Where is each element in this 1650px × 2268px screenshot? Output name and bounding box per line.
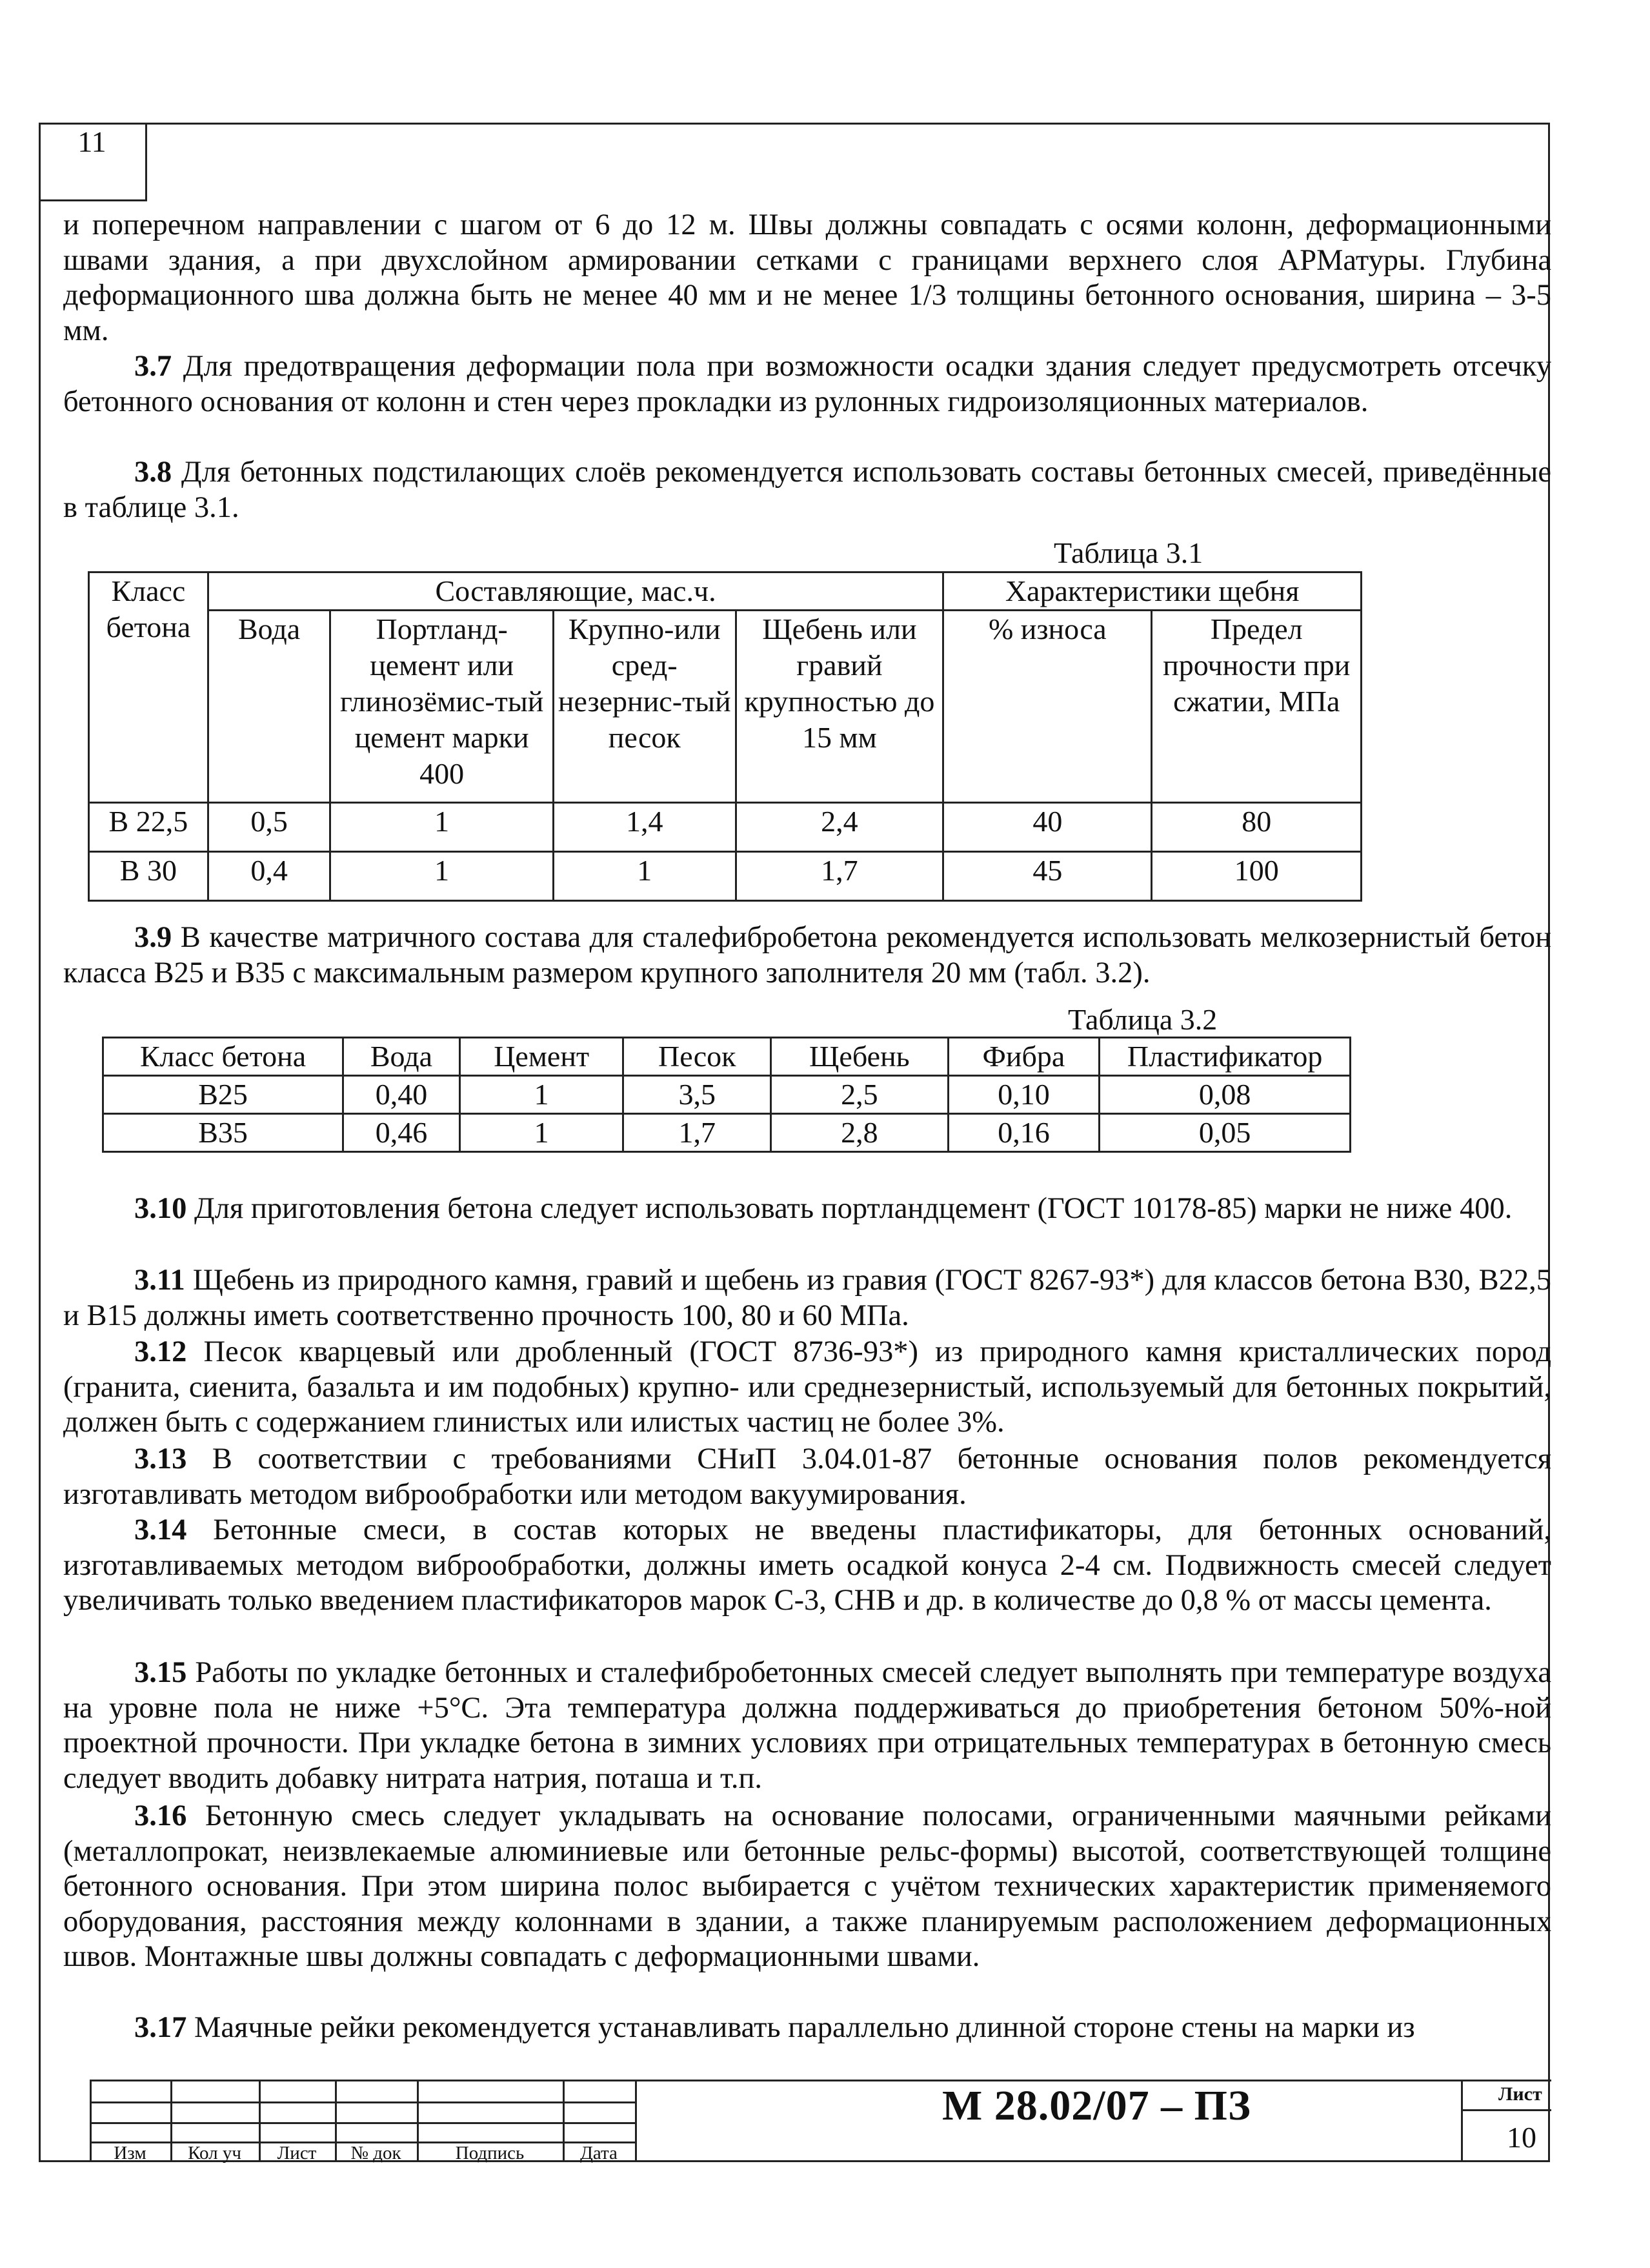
table-cell: 80 bbox=[1152, 803, 1362, 852]
table-row bbox=[89, 611, 1362, 803]
document-code: М 28.02/07 – ПЗ bbox=[942, 2082, 1251, 2129]
para-num: 3.8 bbox=[134, 456, 172, 489]
table-cell: 1 bbox=[330, 852, 554, 901]
table-cell: 0,40 bbox=[343, 1076, 460, 1114]
table-header-cell: Щебень или гравий крупностью до 15 мм bbox=[736, 611, 943, 803]
para-num: 3.7 bbox=[134, 350, 172, 383]
table-cell: В25 bbox=[103, 1076, 343, 1114]
para-num: 3.13 bbox=[134, 1443, 187, 1475]
table-cell: 1 bbox=[459, 1114, 623, 1152]
table-header-cell: % износа bbox=[943, 611, 1152, 803]
table-header-cell: Песок bbox=[623, 1038, 771, 1076]
table-row bbox=[89, 572, 1362, 611]
page-number: 11 bbox=[77, 125, 106, 158]
table-header-cell: Составляющие, мас.ч. bbox=[208, 572, 943, 611]
table-row bbox=[89, 852, 1362, 901]
paragraph-3-12 bbox=[63, 1335, 1551, 1441]
table-cell: 2,4 bbox=[736, 803, 943, 852]
table-cell: 0,5 bbox=[208, 803, 330, 852]
para-text: Бетонные смеси, в состав которых не введены пластификаторы, для бетонных оснований, изготавливаемых методом виброобработки, должны иметь осадкой конуса 2-4 см. Подвижность смесей следует увеличивать только введением пластификаторов марок С-3, СНВ и др. в количестве до 0,8 % от массы цемента. bbox=[63, 1514, 1551, 1617]
table-3-2-caption: Таблица 3.2 bbox=[1068, 1003, 1218, 1036]
para-num: 3.12 bbox=[134, 1335, 187, 1368]
table-header-cell: Класс бетона bbox=[89, 572, 208, 803]
stamp-label-date: Дата bbox=[580, 2143, 618, 2163]
table-cell: 45 bbox=[943, 852, 1152, 901]
paragraph-3-10 bbox=[63, 1191, 1551, 1227]
para-num: 3.16 bbox=[134, 1799, 187, 1832]
table-row bbox=[103, 1038, 1351, 1076]
table-cell: 1 bbox=[330, 803, 554, 852]
stamp-label-list: Лист bbox=[277, 2143, 317, 2163]
para-text: Для приготовления бетона следует использовать портландцемент (ГОСТ 10178-85) марки не ниже 400. bbox=[186, 1192, 1513, 1225]
table-cell: 1 bbox=[553, 852, 736, 901]
table-header-cell: Характеристики щебня bbox=[943, 572, 1362, 611]
paragraph-continuation: и поперечном направлении с шагом от 6 до 12 м. Швы должны совпадать с осями колонн, деформационными швами здания, а при двухслойном армировании сетками с границами верхнего слоя АРМатуры. Глубина деформационного шва должна быть не менее 40 мм и не менее 1/3 толщины бетонного основания, ширина – 3-5 мм. bbox=[63, 208, 1551, 347]
table-cell: 0,08 bbox=[1100, 1076, 1351, 1114]
page-number-box bbox=[39, 123, 147, 201]
table-header-cell: Фибра bbox=[948, 1038, 1100, 1076]
table-header-cell: Предел прочности при сжатии, МПа bbox=[1152, 611, 1362, 803]
paragraph-3-17 bbox=[63, 2010, 1551, 2046]
title-block bbox=[90, 2080, 1551, 2162]
table-cell: 100 bbox=[1152, 852, 1362, 901]
table-cell: 2,8 bbox=[771, 1114, 949, 1152]
para-text: Щебень из природного камня, гравий и щебень из гравия (ГОСТ 8267-93*) для классов бетона В30, В22,5 и В15 должны иметь соответственно прочность 100, 80 и 60 МПа. bbox=[63, 1264, 1551, 1332]
table-cell: В35 bbox=[103, 1114, 343, 1152]
para-num: 3.15 bbox=[134, 1656, 187, 1689]
para-text: Бетонную смесь следует укладывать на основание полосами, ограниченными маячными рейками (металлопрокат, неизвлекаемые алюминиевые или бетонные рельс-формы) высотой, соответствующей толщине бетонного основания. При этом ширина полос выбирается с учётом технических характеристик применяемого оборудования, расстояния между колоннами в здании, а также планируемым расположением деформационных швов. Монтажные швы должны совпадать с деформационными швами. bbox=[63, 1799, 1551, 1974]
stamp-label-signature: Подпись bbox=[455, 2143, 525, 2163]
paragraph-3-16 bbox=[63, 1799, 1551, 1975]
table-cell: 2,5 bbox=[771, 1076, 949, 1114]
table-cell: 1,4 bbox=[553, 803, 736, 852]
para-text: Песок кварцевый или дробленный (ГОСТ 8736-93*) из природного камня кристаллических пород (гранита, сиенита, базальта и им подобных) крупно- или среднезернистый, используемый для бетонных покрытий, должен быть с содержанием глинистых или илистых частиц не более 3%. bbox=[63, 1335, 1551, 1439]
stamp-label-doc-num: № док bbox=[350, 2143, 401, 2163]
table-cell: 0,16 bbox=[948, 1114, 1100, 1152]
table-cell: 1 bbox=[459, 1076, 623, 1114]
table-cell: 1,7 bbox=[623, 1114, 771, 1152]
para-num: 3.17 bbox=[134, 2011, 187, 2044]
table-header-cell: Щебень bbox=[771, 1038, 949, 1076]
table-row bbox=[103, 1076, 1351, 1114]
para-num: 3.11 bbox=[134, 1264, 185, 1297]
para-num: 3.10 bbox=[134, 1192, 187, 1225]
stamp-label-izm: Изм bbox=[114, 2143, 146, 2163]
para-text: В соответствии с требованиями СНиП 3.04.01-87 бетонные основания полов рекомендуется изготавливать методом виброобработки или методом вакуумирования. bbox=[63, 1443, 1551, 1511]
table-3-2 bbox=[102, 1037, 1351, 1153]
table-header-cell: Вода bbox=[208, 611, 330, 803]
table-cell: 0,4 bbox=[208, 852, 330, 901]
table-header-cell: Крупно-или сред-незернис-тый песок bbox=[553, 611, 736, 803]
para-text: Маячные рейки рекомендуется устанавливать параллельно длинной стороне стены на марки из bbox=[186, 2011, 1415, 2044]
paragraph-3-8 bbox=[63, 455, 1551, 525]
table-3-1 bbox=[88, 571, 1362, 902]
table-cell: 0,46 bbox=[343, 1114, 460, 1152]
paragraph-3-13 bbox=[63, 1442, 1551, 1512]
table-row bbox=[89, 803, 1362, 852]
sheet-label: Лист bbox=[1498, 2083, 1542, 2105]
para-text: В качестве матричного состава для сталефибробетона рекомендуется использовать мелкозернистый бетон класса В25 и В35 с максимальным размером крупного заполнителя 20 мм (табл. 3.2). bbox=[63, 921, 1551, 989]
table-3-1-caption: Таблица 3.1 bbox=[1054, 536, 1203, 569]
sheet-number: 10 bbox=[1507, 2121, 1536, 2154]
table-cell: В 22,5 bbox=[89, 803, 208, 852]
paragraph-3-15 bbox=[63, 1655, 1551, 1796]
table-cell: 0,05 bbox=[1100, 1114, 1351, 1152]
para-text: Работы по укладке бетонных и сталефибробетонных смесей следует выполнять при температуре воздуха на уровне пола не ниже +5°С. Эта температура должна поддерживаться до приобретения бетоном 50%-ной проектной прочности. При укладке бетона в зимних условиях при отрицательных температурах в бетонную смесь следует вводить добавку нитрата натрия, поташа и т.п. bbox=[63, 1656, 1551, 1795]
table-header-cell: Портланд-цемент или глинозёмис-тый цемент марки 400 bbox=[330, 611, 554, 803]
para-num: 3.9 bbox=[134, 921, 172, 954]
para-num: 3.14 bbox=[134, 1514, 187, 1546]
paragraph-3-11 bbox=[63, 1263, 1551, 1333]
table-header-cell: Класс бетона bbox=[103, 1038, 343, 1076]
table-cell: 3,5 bbox=[623, 1076, 771, 1114]
paragraph-3-9 bbox=[63, 920, 1551, 991]
table-header-cell: Пластификатор bbox=[1100, 1038, 1351, 1076]
table-header-cell: Вода bbox=[343, 1038, 460, 1076]
table-cell: 0,10 bbox=[948, 1076, 1100, 1114]
table-header-cell: Цемент bbox=[459, 1038, 623, 1076]
para-text: Для бетонных подстилающих слоёв рекомендуется использовать составы бетонных смесей, приведённые в таблице 3.1. bbox=[63, 456, 1551, 524]
table-cell: 1,7 bbox=[736, 852, 943, 901]
paragraph-3-14 bbox=[63, 1513, 1551, 1619]
table-cell: В 30 bbox=[89, 852, 208, 901]
paragraph-3-7 bbox=[63, 349, 1551, 420]
stamp-label-kol-uch: Кол уч bbox=[188, 2143, 241, 2163]
table-row bbox=[103, 1114, 1351, 1152]
para-text: Для предотвращения деформации пола при возможности осадки здания следует предусмотреть отсечку бетонного основания от колонн и стен через прокладки из рулонных гидроизоляционных материалов. bbox=[63, 350, 1551, 418]
table-cell: 40 bbox=[943, 803, 1152, 852]
